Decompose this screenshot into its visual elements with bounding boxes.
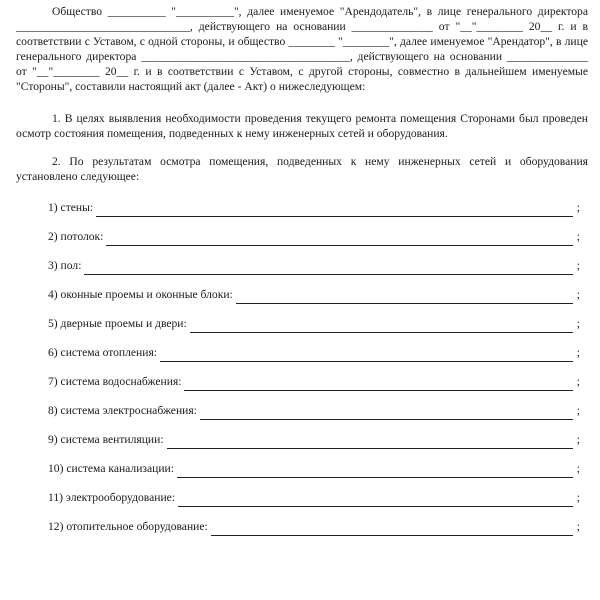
- intro-paragraph: Общество __________ "__________", далее именуемое "Арендодатель", в лице генерального директора ______________________________, действующего на основании ______________ от "__"________ 20__ г. и в соответствии с Уставом, с одной стороны, и общество ________ "________", далее именуемое "Арендатор", в лице генерального директора ____________________________________, действующего на основании ______________ от "__"________ 20__ г. и в соответствии с Уставом, с другой стороны, совместно в дальнейшем именуемые "Стороны", составили настоящий акт (далее - Акт) о нижеследующем:: [16, 5, 588, 93]
- inspection-item-ventilation: [48, 425, 580, 454]
- inspection-item-electrical-equipment: [48, 483, 580, 512]
- item-label: 7) система водоснабжения:: [48, 375, 182, 388]
- inspection-item-ceiling: [48, 222, 580, 251]
- item-end: ;: [576, 230, 580, 243]
- item-end: ;: [576, 375, 580, 388]
- fill-in-line[interactable]: [211, 524, 573, 536]
- fill-in-line[interactable]: [200, 408, 573, 420]
- fill-in-line[interactable]: [84, 263, 572, 275]
- item-end: ;: [576, 462, 580, 475]
- item-label: 8) система электроснабжения:: [48, 404, 197, 417]
- inspection-item-heating-equipment: [48, 512, 580, 541]
- item-label: 1) стены:: [48, 201, 94, 214]
- inspection-item-water-supply: [48, 367, 580, 396]
- item-end: ;: [576, 404, 580, 417]
- fill-in-line[interactable]: [106, 234, 572, 246]
- fill-in-line[interactable]: [178, 495, 573, 507]
- item-end: ;: [576, 346, 580, 359]
- item-label: 3) пол:: [48, 259, 82, 272]
- fill-in-line[interactable]: [190, 321, 573, 333]
- inspection-item-windows: [48, 280, 580, 309]
- inspection-item-doors: [48, 309, 580, 338]
- item-end: ;: [576, 288, 580, 301]
- item-label: 10) система канализации:: [48, 462, 174, 475]
- inspection-item-sewerage: [48, 454, 580, 483]
- item-label: 4) оконные проемы и оконные блоки:: [48, 288, 233, 301]
- item-label: 5) дверные проемы и двери:: [48, 317, 187, 330]
- inspection-items-list: [16, 193, 588, 541]
- inspection-item-floor: [48, 251, 580, 280]
- paragraph-2: 2. По результатам осмотра помещения, подведенных к нему инженерных сетей и оборудования установлено следующее:: [16, 155, 588, 183]
- item-end: ;: [576, 201, 580, 214]
- fill-in-line[interactable]: [184, 379, 572, 391]
- fill-in-line[interactable]: [236, 292, 573, 304]
- fill-in-line[interactable]: [177, 466, 573, 478]
- inspection-item-heating-system: [48, 338, 580, 367]
- item-label: 11) электрооборудование:: [48, 491, 176, 504]
- item-end: ;: [576, 433, 580, 446]
- inspection-item-walls: [48, 193, 580, 222]
- item-end: ;: [576, 491, 580, 504]
- document-page: [16, 4, 588, 541]
- fill-in-line[interactable]: [167, 437, 573, 449]
- inspection-item-power-supply: [48, 396, 580, 425]
- item-label: 9) система вентиляции:: [48, 433, 164, 446]
- fill-in-line[interactable]: [96, 205, 573, 217]
- item-label: 12) отопительное оборудование:: [48, 520, 208, 533]
- item-label: 6) система отопления:: [48, 346, 158, 359]
- item-end: ;: [576, 520, 580, 533]
- item-end: ;: [576, 259, 580, 272]
- fill-in-line[interactable]: [160, 350, 573, 362]
- item-end: ;: [576, 317, 580, 330]
- paragraph-1: 1. В целях выявления необходимости проведения текущего ремонта помещения Сторонами был проведен осмотр состояния помещения, подведенных к нему инженерных сетей и оборудования.: [16, 112, 588, 140]
- item-label: 2) потолок:: [48, 230, 104, 243]
